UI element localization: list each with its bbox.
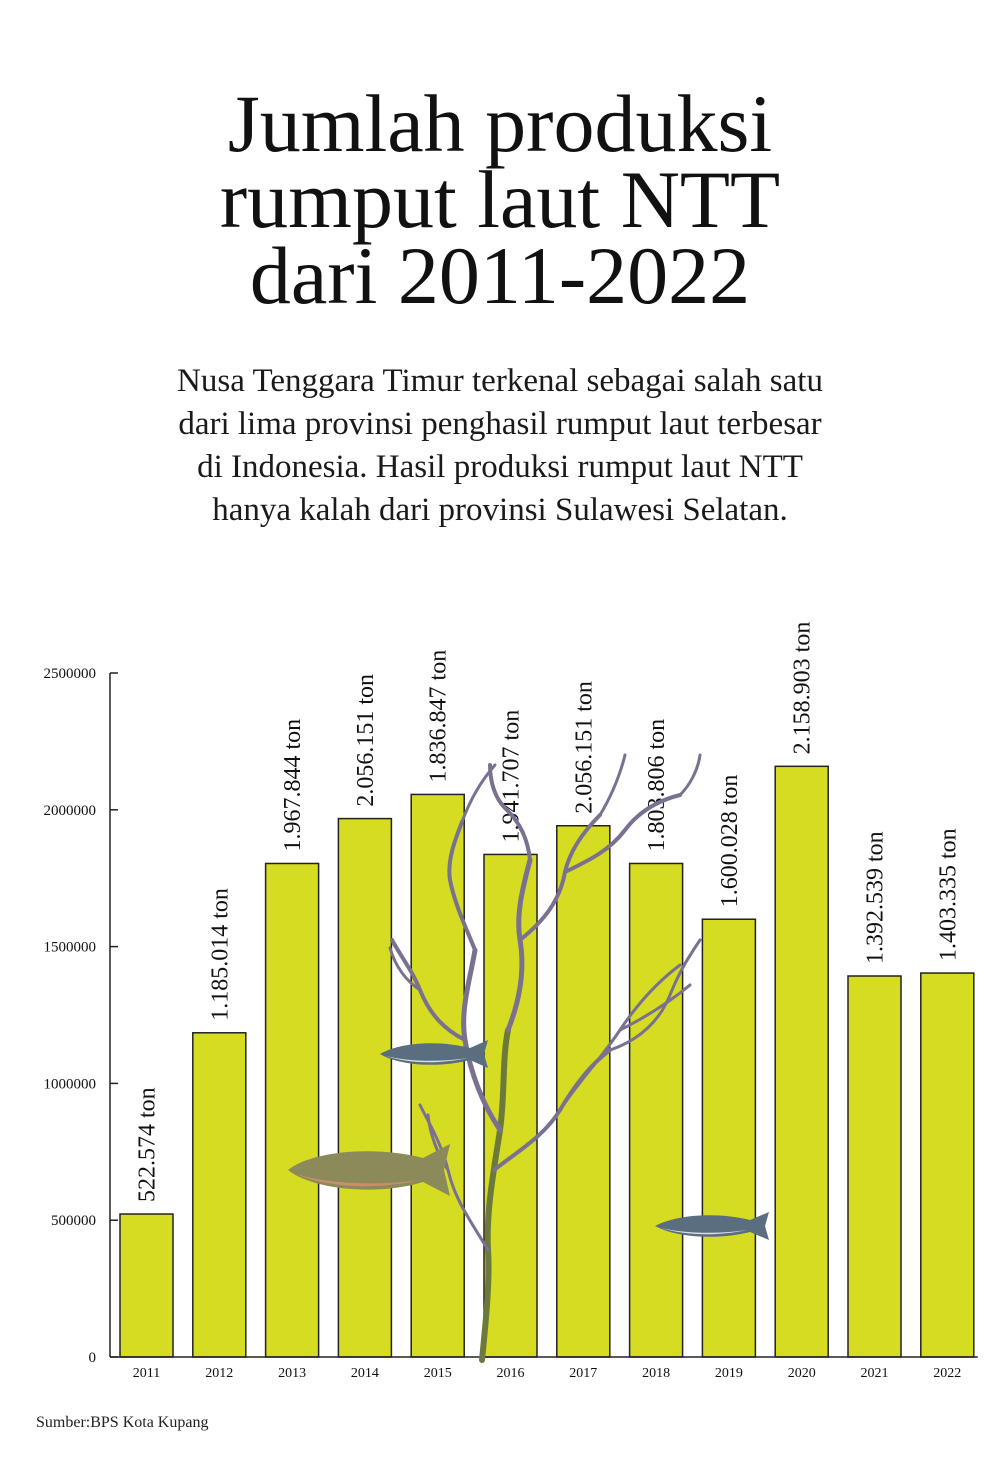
bar-2013 (266, 863, 319, 1357)
data-label-2015: 1.836.847 ton (425, 649, 452, 783)
x-tick-label-2017: 2017 (569, 1366, 598, 1381)
bar-2014 (338, 819, 391, 1357)
y-tick-label-0: 0 (88, 1350, 96, 1366)
data-label-2021: 1.392.539 ton (862, 831, 889, 965)
x-tick-label-2014: 2014 (350, 1366, 379, 1381)
bar-2012 (193, 1033, 246, 1357)
source-note: Sumber:BPS Kota Kupang (36, 1414, 209, 1431)
bar-2020 (775, 766, 828, 1357)
y-tick-label-1000000: 1000000 (43, 1076, 96, 1093)
data-label-2013: 1.967.844 ton (280, 718, 307, 852)
data-label-2020: 2.158.903 ton (789, 621, 816, 755)
intro-line: Nusa Tenggara Timur terkenal sebagai salah satu (177, 363, 823, 399)
bar-2017 (557, 826, 610, 1357)
x-tick-label-2020: 2020 (787, 1366, 816, 1381)
y-tick-label-500000: 500000 (51, 1213, 96, 1230)
data-label-2014: 2.056.151 ton (352, 673, 379, 807)
x-tick-label-2022: 2022 (933, 1366, 962, 1381)
data-label-2018: 1.803.806 ton (644, 718, 671, 852)
data-label-2012: 1.185.014 ton (207, 888, 234, 1021)
x-tick-label-2015: 2015 (423, 1366, 452, 1381)
data-label-2022: 1.403.335 ton (935, 828, 962, 962)
title-line: rumput laut NTT (219, 154, 781, 245)
intro-paragraph (90, 360, 910, 532)
bars-layer (120, 766, 974, 1357)
x-tick-label-2021: 2021 (860, 1366, 889, 1381)
bar-chart (0, 560, 1000, 1420)
x-tick-label-2011: 2011 (132, 1366, 161, 1381)
x-tick-label-2019: 2019 (714, 1366, 743, 1381)
x-tick-label-2018: 2018 (642, 1366, 671, 1381)
bar-2011 (120, 1214, 173, 1357)
data-label-2019: 1.600.028 ton (716, 774, 743, 908)
title-line: Jumlah produksi (227, 78, 773, 169)
bar-2021 (848, 976, 901, 1357)
seaweed-branch (600, 755, 625, 815)
intro-line: hanya kalah dari provinsi Sulawesi Selatan. (212, 492, 788, 528)
bar-2022 (921, 973, 974, 1357)
bar-2015 (411, 794, 464, 1357)
y-tick-label-2500000: 2500000 (43, 666, 96, 682)
bar-2018 (630, 863, 683, 1357)
title-line: dari 2011-2022 (249, 230, 751, 321)
page-title (80, 78, 920, 321)
data-label-2011: 522.574 ton (134, 1087, 161, 1203)
data-label-2016: 1.941.707 ton (498, 709, 525, 843)
y-tick-label-2000000: 2000000 (43, 802, 96, 819)
data-label-2017: 2.056.151 ton (571, 681, 598, 814)
x-tick-label-2016: 2016 (496, 1366, 525, 1381)
bar-2019 (702, 919, 755, 1357)
intro-line: di Indonesia. Hasil produksi rumput laut NTT (197, 449, 803, 485)
seaweed-branch (680, 755, 700, 795)
x-tick-label-2012: 2012 (205, 1366, 234, 1381)
intro-line: dari lima provinsi penghasil rumput laut terbesar (178, 406, 822, 442)
x-axis-tick-labels (133, 1366, 962, 1381)
y-tick-label-1500000: 1500000 (43, 939, 96, 956)
x-tick-label-2013: 2013 (278, 1366, 307, 1381)
